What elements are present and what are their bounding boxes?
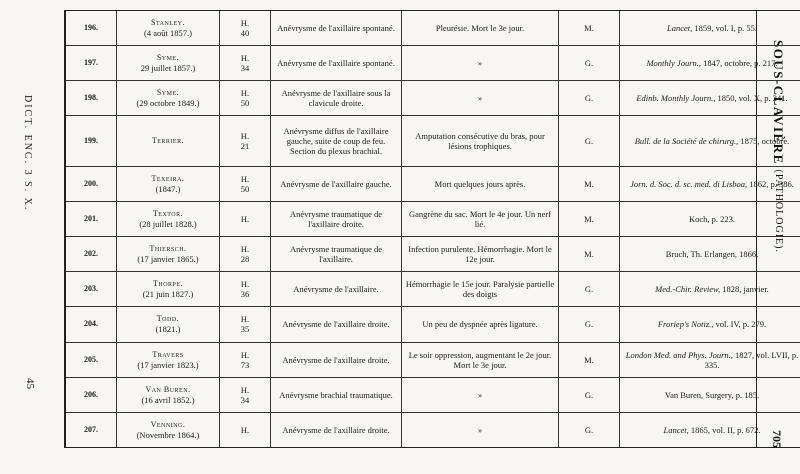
patient-sex: H. (240, 18, 250, 29)
observation-date: (16 avril 1852.) (141, 394, 195, 405)
observation-date: (28 juillet 1828.) (139, 219, 197, 230)
source-journal: London Med. and Phys. Journ., (625, 349, 733, 360)
patient-age: 50 (240, 98, 250, 109)
sex-age-cell (220, 201, 271, 236)
source-cell (620, 307, 800, 342)
observation-date: (17 janvier 1865.) (137, 254, 199, 265)
source-details: 1865, vol. II, p. 672. (688, 424, 761, 435)
source-cell (620, 201, 800, 236)
sex-age-cell (220, 307, 271, 342)
result-cell: Amputation consécutive du bras, pour lésions trophiques. (402, 116, 559, 166)
outcome-cell: M. (559, 201, 620, 236)
source-cell (620, 116, 800, 166)
affection-cell: Anévrysme brachial traumatique. (271, 377, 402, 412)
source-journal: Lancet, (667, 23, 693, 34)
result-cell: Hémorrhagie le 15e jour. Paralysie partielle des doigts (402, 272, 559, 307)
observer-name: Syme. (156, 88, 180, 98)
sex-age-cell (220, 237, 271, 272)
source-cell (620, 377, 800, 412)
source-details: 1850, vol. X, p. 241. (715, 93, 788, 104)
source-cell (620, 166, 800, 201)
patient-age: 40 (240, 28, 250, 39)
table-row (66, 166, 800, 201)
affection-cell: Anévrysme de l'axillaire sous la clavicule droite. (271, 81, 402, 116)
patient-sex: H. (240, 214, 250, 225)
table-row (66, 377, 800, 412)
table-row (66, 81, 800, 116)
source-cell (620, 46, 800, 81)
patient-sex: H. (240, 349, 250, 360)
observer-name: Terrier. (151, 136, 185, 146)
observation-date: (29 octobre 1849.) (136, 98, 200, 109)
source-details: Koch, p. 223. (688, 214, 736, 225)
table-row (66, 237, 800, 272)
sex-age-cell (220, 342, 271, 377)
source-cell (620, 11, 800, 46)
case-number: 197. (66, 46, 117, 81)
sex-age-cell (220, 166, 271, 201)
affection-cell: Anévrysme de l'axillaire droite. (271, 342, 402, 377)
result-cell: Le soir oppression, augmentant le 2e jour. Mort le 3e jour. (402, 342, 559, 377)
source-journal: Lancet, (663, 424, 689, 435)
running-title-sub: (PATHOLOGIE). (773, 169, 784, 253)
observation-date: (4 août 1857.) (144, 28, 192, 39)
observer-cell (117, 11, 220, 46)
patient-sex: H. (240, 53, 250, 64)
outcome-cell: M. (559, 166, 620, 201)
table-row (66, 307, 800, 342)
source-details: 1862, p. 386. (747, 178, 794, 189)
sex-age-cell (220, 116, 271, 166)
source-details: Van Buren, Surgery, p. 185. (664, 389, 760, 400)
source-cell (620, 272, 800, 307)
observation-date: (17 janvier 1823.) (137, 359, 199, 370)
outcome-cell: G. (559, 46, 620, 81)
source-details: Bruch, Th. Erlangen, 1866. (665, 249, 759, 260)
table-row (66, 342, 800, 377)
sex-age-cell (220, 46, 271, 81)
table-row (66, 116, 800, 166)
patient-sex: H. (240, 244, 250, 255)
affection-cell: Anévrysme de l'axillaire gauche. (271, 166, 402, 201)
table-row (66, 272, 800, 307)
observer-name: Texeira. (151, 173, 185, 183)
case-number: 201. (66, 201, 117, 236)
source-cell (620, 237, 800, 272)
result-cell: » (402, 377, 559, 412)
observer-name: Van Buren. (145, 384, 191, 394)
affection-cell: Anévrysme de l'axillaire spontané. (271, 46, 402, 81)
observation-date: (1847.) (155, 183, 181, 194)
outcome-cell: G. (559, 272, 620, 307)
table-row (66, 46, 800, 81)
patient-sex: H. (240, 88, 250, 99)
case-table (66, 10, 800, 448)
observer-cell (117, 237, 220, 272)
source-details: 1859, vol. I, p. 55. (692, 23, 757, 34)
case-number: 198. (66, 81, 117, 116)
case-number: 202. (66, 237, 117, 272)
source-journal: Monthly Journ., (646, 58, 702, 69)
outcome-cell: G. (559, 412, 620, 447)
case-number: 206. (66, 377, 117, 412)
patient-sex: H. (240, 424, 250, 435)
patient-sex: H. (240, 314, 250, 325)
result-cell: Un peu de dyspnée après ligature. (402, 307, 559, 342)
patient-age: 36 (240, 289, 250, 300)
source-details: 1875, octobre. (738, 136, 790, 147)
case-number: 207. (66, 412, 117, 447)
result-cell: » (402, 81, 559, 116)
dictionary-reference: DICT. ENC. 3 S. X. (22, 95, 33, 212)
left-page-number: 45 (24, 378, 36, 389)
case-number: 200. (66, 166, 117, 201)
observer-name: Travers (152, 349, 184, 359)
case-number: 204. (66, 307, 117, 342)
patient-age: 35 (240, 324, 250, 335)
running-title-main: SOUS-CLAVIÈRE (771, 40, 786, 165)
observation-date: 29 juillet 1857.) (140, 63, 196, 74)
observer-name: Textor. (152, 209, 184, 219)
observation-date: (21 juin 1827.) (142, 289, 194, 300)
patient-age: 34 (240, 394, 250, 405)
observer-cell (117, 342, 220, 377)
affection-cell: Anévrysme traumatique de l'axillaire droite. (271, 201, 402, 236)
observer-cell (117, 81, 220, 116)
source-cell (620, 81, 800, 116)
observation-date: (Novembre 1864.) (136, 429, 200, 440)
affection-cell: Anévrysme diffus de l'axillaire gauche, suite de coup de feu. Section du plexus brachial. (271, 116, 402, 166)
affection-cell: Anévrysme de l'axillaire. (271, 272, 402, 307)
patient-age: 34 (240, 63, 250, 74)
source-journal: Med.-Chir. Review, (655, 284, 721, 295)
sex-age-cell (220, 11, 271, 46)
outcome-cell: G. (559, 116, 620, 166)
case-number: 196. (66, 11, 117, 46)
source-cell (620, 412, 800, 447)
sex-age-cell (220, 377, 271, 412)
case-number: 203. (66, 272, 117, 307)
outcome-cell: G. (559, 377, 620, 412)
sex-age-cell (220, 272, 271, 307)
page-number: 705 (770, 430, 784, 448)
case-number: 199. (66, 116, 117, 166)
table-row (66, 201, 800, 236)
case-number: 205. (66, 342, 117, 377)
patient-age: 73 (240, 359, 250, 370)
result-cell: Gangrène du sac. Mort le 4e jour. Un nerf lié. (402, 201, 559, 236)
patient-sex: H. (240, 173, 250, 184)
outcome-cell: G. (559, 81, 620, 116)
outcome-cell: G. (559, 307, 620, 342)
table-row (66, 11, 800, 46)
result-cell: Mort quelques jours après. (402, 166, 559, 201)
observer-cell (117, 166, 220, 201)
source-journal: Edinb. Monthly Journ., (636, 93, 716, 104)
outcome-cell: M. (559, 342, 620, 377)
observer-cell (117, 46, 220, 81)
patient-sex: H. (240, 384, 250, 395)
result-cell: Pleurésie. Mort le 3e jour. (402, 11, 559, 46)
observer-cell (117, 412, 220, 447)
left-margin (6, 0, 56, 474)
observer-cell (117, 307, 220, 342)
affection-cell: Anévrysme traumatique de l'axillaire. (271, 237, 402, 272)
observer-name: Thiersch. (149, 244, 187, 254)
sex-age-cell (220, 81, 271, 116)
observer-name: Thorpe. (152, 279, 184, 289)
source-details: vol. IV, p. 279. (713, 319, 767, 330)
table-row (66, 412, 800, 447)
observer-cell (117, 201, 220, 236)
patient-sex: H. (240, 279, 250, 290)
patient-sex: H. (240, 131, 250, 142)
observation-date: (1821.) (155, 324, 181, 335)
observer-name: Venning. (150, 419, 186, 429)
observer-name: Todd. (156, 314, 180, 324)
observer-name: Stanley. (151, 18, 185, 28)
affection-cell: Anévrysme de l'axillaire droite. (271, 412, 402, 447)
patient-age: 50 (240, 183, 250, 194)
affection-cell: Anévrysme de l'axillaire spontané. (271, 11, 402, 46)
observer-cell (117, 116, 220, 166)
affection-cell: Anévrysme de l'axillaire droite. (271, 307, 402, 342)
source-details: 1828, janvier. (720, 284, 769, 295)
observer-cell (117, 272, 220, 307)
result-cell: Infection purulente. Hémorrhagie. Mort le 12e jour. (402, 237, 559, 272)
source-details: 1847, octobre, p. 217. (701, 58, 778, 69)
source-journal: Jorn. d. Soc. d. sc. med. di Lisboa, (630, 178, 748, 189)
outcome-cell: M. (559, 11, 620, 46)
observer-name: Syme. (156, 53, 180, 63)
source-details: 1827, vol. LVII, p. 335. (704, 349, 799, 370)
sex-age-cell (220, 412, 271, 447)
source-journal: Bull. de la Société de chirurg., (634, 136, 739, 147)
source-journal: Froriep's Notiz., (657, 319, 714, 330)
outcome-cell: M. (559, 237, 620, 272)
source-cell (620, 342, 800, 377)
observer-cell (117, 377, 220, 412)
patient-age: 28 (240, 254, 250, 265)
result-cell: » (402, 412, 559, 447)
result-cell: » (402, 46, 559, 81)
patient-age: 21 (240, 141, 250, 152)
